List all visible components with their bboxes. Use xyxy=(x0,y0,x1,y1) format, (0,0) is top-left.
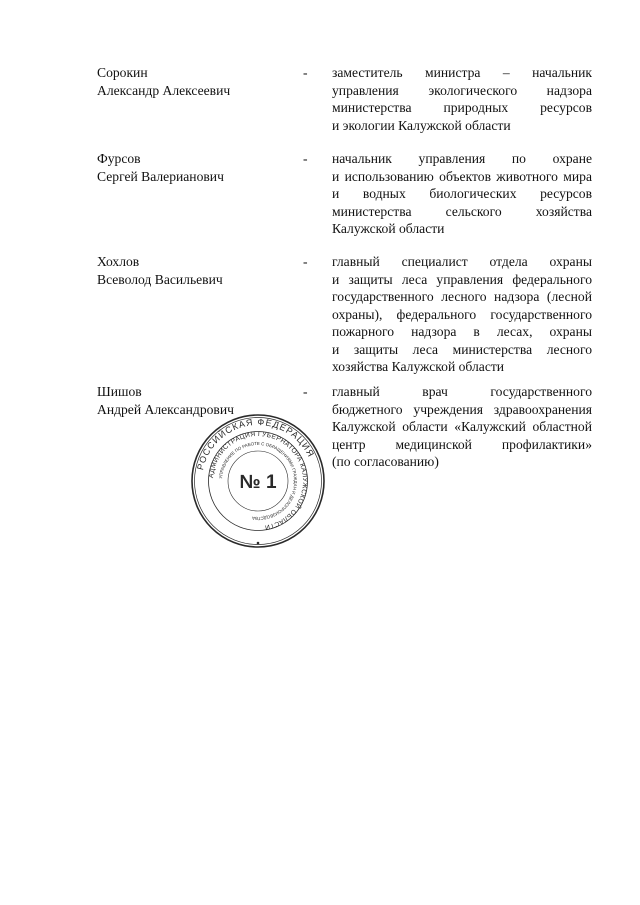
position-line: министерства сельского хозяйства xyxy=(332,203,592,219)
position-line: хозяйства Калужской области xyxy=(332,359,505,374)
person-name xyxy=(97,64,297,99)
position-line: пожарного надзора в лесах, охраны xyxy=(332,324,592,339)
person-name xyxy=(97,253,297,288)
surname: Сорокин xyxy=(97,65,148,80)
position-line: (по согласованию) xyxy=(332,454,439,469)
given-names: Сергей Валерианович xyxy=(97,168,224,184)
position-line: охраны), федерального государственного xyxy=(332,306,592,322)
seal-dot xyxy=(257,542,260,545)
position-line: заместитель министра – начальник xyxy=(332,65,592,80)
person-name xyxy=(97,150,297,185)
seal-inner-text: УПРАВЛЕНИЕ ПО РАБОТЕ С ОБРАЩЕНИЯМИ ГРАЖДАН И ДЕЛОПРОИЗВОДСТВА xyxy=(218,440,299,522)
position-line: бюджетного учреждения здравоохранения xyxy=(332,401,592,417)
position-line: министерства природных ресурсов xyxy=(332,100,592,115)
position-description xyxy=(332,383,592,471)
position-line: главный специалист отдела охраны xyxy=(332,254,592,269)
position-line: управления экологического надзора xyxy=(332,82,592,98)
seal-graphic xyxy=(190,413,326,549)
separator-dash: - xyxy=(303,384,308,399)
surname: Хохлов xyxy=(97,254,140,269)
given-names: Андрей Александрович xyxy=(97,401,234,417)
seal-number: № 1 xyxy=(239,472,277,493)
separator-dash: - xyxy=(303,65,308,80)
given-names: Александр Алексеевич xyxy=(97,82,231,98)
position-line: государственного лесного надзора (лесной xyxy=(332,289,592,304)
position-description xyxy=(332,253,592,376)
separator-dash: - xyxy=(303,151,308,166)
position-line: и экологии Калужской области xyxy=(332,117,511,133)
position-line: центр медицинской профилактики» xyxy=(332,436,592,452)
position-line: и защиты леса министерства лесного xyxy=(332,341,592,357)
surname: Шишов xyxy=(97,384,142,399)
position-description xyxy=(332,150,592,238)
position-line: и защиты леса управления федерального xyxy=(332,271,592,287)
official-seal xyxy=(190,413,326,549)
seal-outer-text: РОССИЙСКАЯ ФЕДЕРАЦИЯ xyxy=(195,416,317,472)
position-line: и использованию объектов животного мира xyxy=(332,168,592,184)
position-line: главный врач государственного xyxy=(332,384,592,399)
separator-dash: - xyxy=(303,254,308,269)
given-names: Всеволод Васильевич xyxy=(97,271,223,287)
surname: Фурсов xyxy=(97,151,141,166)
position-description xyxy=(332,64,592,134)
position-line: Калужской области «Калужский областной xyxy=(332,419,592,434)
seal-middle-text: АДМИНИСТРАЦИЯ ГУБЕРНАТОРА КАЛУЖСКОЙ ОБЛАСТИ xyxy=(208,430,309,531)
position-line: Калужской области xyxy=(332,221,445,236)
position-line: начальник управления по охране xyxy=(332,151,592,166)
position-line: и водных биологических ресурсов xyxy=(332,186,592,201)
